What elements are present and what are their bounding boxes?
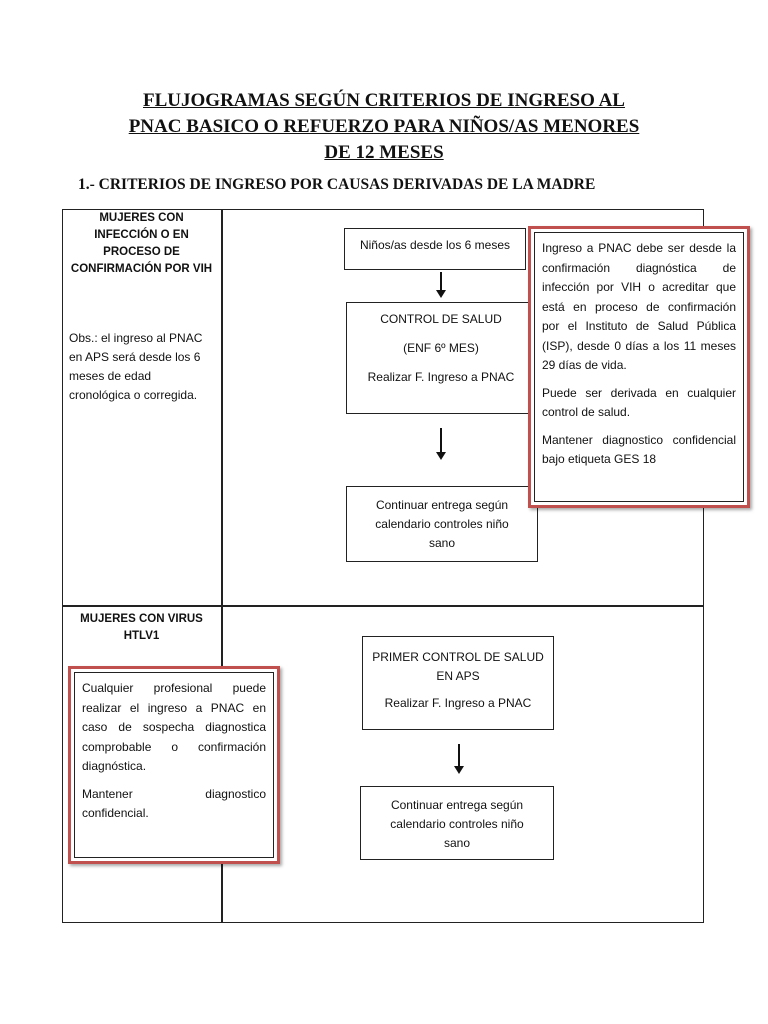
title-line-1: FLUJOGRAMAS SEGÚN CRITERIOS DE INGRESO AL [143,90,625,111]
section1-observation: Obs.: el ingreso al PNAC en APS será desde los 6 meses de edad cronológica o corregida. [69,331,203,402]
row-divider [62,605,704,607]
arrow-down-icon [458,744,460,772]
arrow-down-icon [440,428,442,458]
title-line-3: DE 12 MESES [324,142,444,163]
section2-header: MUJERES CON VIRUS HTLV1 [80,613,203,642]
flow-box-control-de-salud: CONTROL DE SALUD (ENF 6º MES) Realizar F. Ingreso a PNAC [346,302,536,414]
flow-box-age-6-months: Niños/as desde los 6 meses [344,228,526,270]
page-title [0,88,768,166]
htlv1-note-box: Cualquier profesional puede realizar el ingreso a PNAC en caso de sospecha diagnostica comprobable o confirmación diagnóstica. Mantener diagnostico confidencial. [68,666,280,864]
section-subtitle: 1.- CRITERIOS DE INGRESO POR CAUSAS DERIVADAS DE LA MADRE [78,176,596,193]
vih-note-box: Ingreso a PNAC debe ser desde la confirmación diagnóstica de infección por VIH o acreditar que está en proceso de confirmación por el Instituto de Salud Pública (ISP), desde 0 días a los 11 meses 29 días de vida. Puede ser derivada en cualquier control de salud. Mantener diagnostico confidencial bajo etiqueta GES 18 [528,226,750,508]
flow-box-continuar-entrega: Continuar entrega según calendario controles niño sano [346,486,538,562]
arrow-down-icon [440,272,442,296]
section1-header: MUJERES CON INFECCIÓN O EN PROCESO DE CONFIRMACIÓN POR VIH [70,212,213,275]
flow-box-primer-control: PRIMER CONTROL DE SALUD EN APS Realizar F. Ingreso a PNAC [362,636,554,730]
flow-box-continuar-entrega-2: Continuar entrega según calendario controles niño sano [360,786,554,860]
title-line-2: PNAC BASICO O REFUERZO PARA NIÑOS/AS MENORES [128,116,640,137]
